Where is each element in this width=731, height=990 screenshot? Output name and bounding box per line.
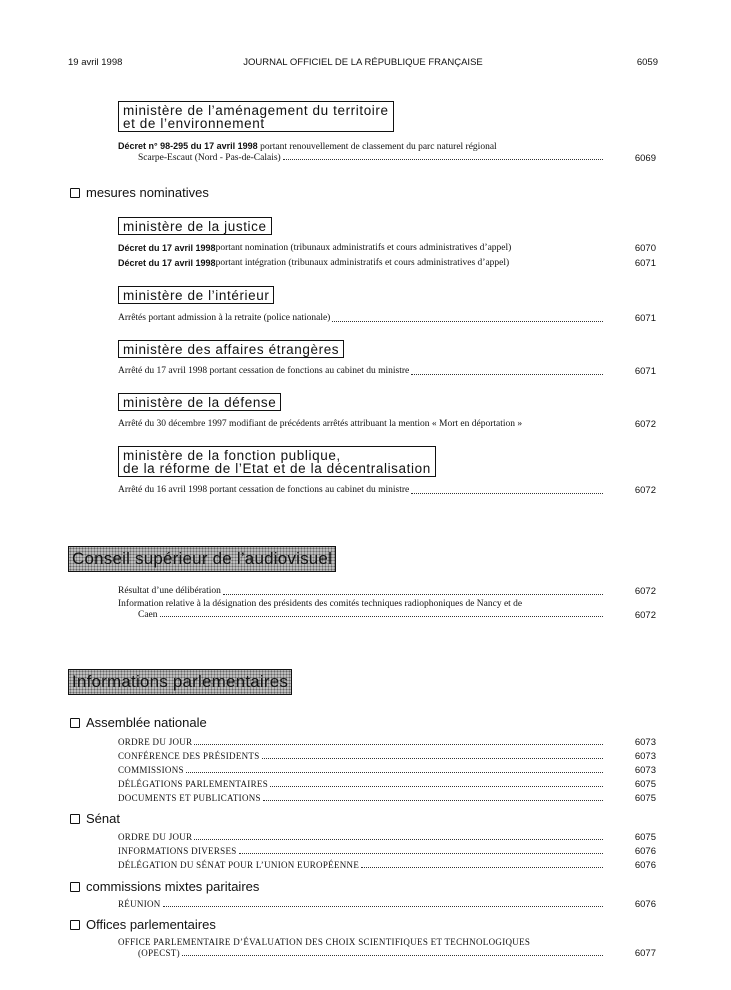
entry-text: portant intégration (tribunaux administratifs et cours administratives d’appel): [215, 258, 510, 268]
entry-interieur[interactable]: [118, 313, 605, 324]
checkbox-square-icon: [70, 814, 80, 824]
entry-text: Arrêté du 17 avril 1998 portant cessation de fonctions au cabinet du ministre: [118, 366, 410, 376]
entry-text-cont: Scarpe-Escaut (Nord - Pas-de-Calais): [138, 153, 281, 163]
dot-leader: [160, 616, 603, 617]
header-page-number: 6059: [636, 57, 658, 68]
item-label: ORDRE DU JOUR: [118, 832, 193, 842]
page-ref: 6072: [634, 419, 656, 430]
dot-leader: [186, 772, 603, 773]
page-ref: 6076: [634, 899, 656, 910]
list-item[interactable]: [118, 793, 605, 803]
dot-leader: [182, 955, 603, 956]
item-label: DÉLÉGATION DU SÉNAT POUR L’UNION EUROPÉENNE: [118, 860, 360, 870]
page-ref: 6071: [634, 366, 656, 377]
dot-leader: [332, 313, 603, 322]
section-commissions-mixtes: [70, 879, 259, 894]
page-header: [68, 57, 658, 71]
entry-text: portant nomination (tribunaux administratifs et cours administratives d’appel): [215, 243, 512, 253]
dot-leader: [263, 800, 603, 801]
entry-affaires[interactable]: [118, 366, 605, 377]
ministry-box-fonction-publique: [118, 446, 436, 477]
dot-leader: [163, 906, 603, 907]
entry-bold: Décret du 17 avril 1998: [118, 258, 216, 268]
section-title: mesures nominatives: [86, 185, 209, 200]
dot-leader: [194, 744, 603, 745]
ministry-title-line1: ministère de la fonction publique,: [123, 448, 341, 463]
section-mesures-nominatives: [70, 185, 209, 200]
page-ref: 6071: [634, 313, 656, 324]
list-item[interactable]: [118, 765, 605, 775]
ministry-title: ministère des affaires étrangères: [123, 342, 340, 357]
banner-informations-parlementaires: [68, 669, 292, 695]
page-ref: 6072: [634, 610, 656, 621]
page-ref: 6069: [634, 153, 656, 164]
dot-leader: [223, 586, 603, 595]
banner-csa: [68, 546, 336, 572]
list-item[interactable]: [118, 937, 605, 947]
checkbox-square-icon: [70, 718, 80, 728]
page-ref: 6072: [634, 586, 656, 597]
ministry-title-line2: de la réforme de l’Etat et de la décentralisation: [123, 461, 431, 476]
dot-leader: [411, 485, 603, 494]
entry-text: Arrêtés portant admission à la retraite (police nationale): [118, 313, 331, 323]
item-label: COMMISSIONS: [118, 765, 184, 775]
ministry-title: ministère de la justice: [123, 219, 267, 234]
list-item[interactable]: [118, 779, 605, 789]
checkbox-square-icon: [70, 188, 80, 198]
entry-justice-2[interactable]: [118, 258, 605, 269]
dot-leader: [262, 758, 603, 759]
page-ref: 6076: [634, 846, 656, 857]
item-label: DÉLÉGATIONS PARLEMENTAIRES: [118, 779, 268, 789]
page-ref: 6077: [634, 948, 656, 959]
ministry-title-line2: et de l’environnement: [123, 116, 265, 131]
ministry-box-interieur: [118, 286, 274, 304]
page-ref: 6076: [634, 860, 656, 871]
page-ref: 6075: [634, 793, 656, 804]
dot-leader: [361, 867, 603, 868]
ministry-box-amenagement: [118, 101, 394, 132]
entry-text-cont: Caen: [138, 610, 158, 620]
page-ref: 6070: [634, 243, 656, 254]
list-item[interactable]: [118, 899, 605, 909]
list-item[interactable]: [118, 737, 605, 747]
dot-leader: [194, 839, 603, 840]
header-title: JOURNAL OFFICIEL DE LA RÉPUBLIQUE FRANÇAISE: [243, 57, 483, 68]
section-title: Sénat: [86, 811, 120, 826]
item-label: OFFICE PARLEMENTAIRE D’ÉVALUATION DES CHOIX SCIENTIFIQUES ET TECHNOLOGIQUES: [118, 937, 531, 947]
section-offices-parlementaires: [70, 917, 216, 932]
ministry-box-justice: [118, 217, 272, 235]
section-title: Offices parlementaires: [86, 917, 216, 932]
list-item[interactable]: [118, 860, 605, 870]
entry-bold: Décret du 17 avril 1998: [118, 243, 216, 253]
item-label: ORDRE DU JOUR: [118, 737, 193, 747]
list-item-cont[interactable]: [118, 948, 605, 958]
ministry-box-defense: [118, 393, 281, 411]
page-ref: 6072: [634, 485, 656, 496]
entry-decret-98-295[interactable]: [118, 141, 605, 164]
list-item[interactable]: [118, 751, 605, 761]
list-item[interactable]: [118, 832, 605, 842]
page-ref: 6073: [634, 765, 656, 776]
banner-title: Informations parlementaires: [72, 672, 289, 691]
list-item[interactable]: [118, 846, 605, 856]
checkbox-square-icon: [70, 882, 80, 892]
entry-csa-1[interactable]: [118, 586, 605, 597]
entry-text: Information relative à la désignation des présidents des comités techniques radiophoniques de Nancy et de: [118, 599, 523, 609]
entry-csa-2[interactable]: [118, 599, 605, 621]
item-label: INFORMATIONS DIVERSES: [118, 846, 237, 856]
entry-text: Résultat d’une délibération: [118, 586, 221, 596]
dot-leader: [270, 786, 603, 787]
section-senat: [70, 811, 120, 826]
page-ref: 6075: [634, 779, 656, 790]
entry-bold: Décret n° 98-295 du 17 avril 1998: [118, 141, 258, 151]
entry-defense[interactable]: [118, 419, 605, 430]
item-label: RÉUNION: [118, 899, 161, 909]
entry-fonction[interactable]: [118, 485, 605, 496]
section-title: commissions mixtes paritaires: [86, 879, 260, 894]
ministry-title: ministère de l’intérieur: [123, 288, 270, 303]
dot-leader: [411, 366, 603, 375]
dot-leader: [283, 159, 603, 160]
ministry-title-line1: ministère de l’aménagement du territoire: [123, 103, 389, 118]
section-assemblee-nationale: [70, 715, 207, 730]
item-label: DOCUMENTS ET PUBLICATIONS: [118, 793, 261, 803]
checkbox-square-icon: [70, 920, 80, 930]
header-date: 19 avril 1998: [68, 57, 123, 68]
banner-title: Conseil supérieur de l’audiovisuel: [72, 549, 333, 568]
dot-leader: [239, 853, 603, 854]
page-ref: 6073: [634, 737, 656, 748]
page-ref: 6073: [634, 751, 656, 762]
page-ref: 6071: [634, 258, 656, 269]
page-ref: 6075: [634, 832, 656, 843]
entry-text: portant renouvellement de classement du parc naturel régional: [257, 142, 497, 152]
section-title: Assemblée nationale: [86, 715, 207, 730]
entry-text: Arrêté du 30 décembre 1997 modifiant de précédents arrêtés attribuant la mention « Mort en déportation »: [118, 419, 523, 429]
entry-text: Arrêté du 16 avril 1998 portant cessation de fonctions au cabinet du ministre: [118, 485, 410, 495]
item-label-cont: (OPECST): [138, 948, 180, 958]
entry-justice-1[interactable]: [118, 243, 605, 254]
ministry-title: ministère de la défense: [123, 395, 277, 410]
item-label: CONFÉRENCE DES PRÉSIDENTS: [118, 751, 260, 761]
ministry-box-affaires-etrangeres: [118, 340, 344, 358]
